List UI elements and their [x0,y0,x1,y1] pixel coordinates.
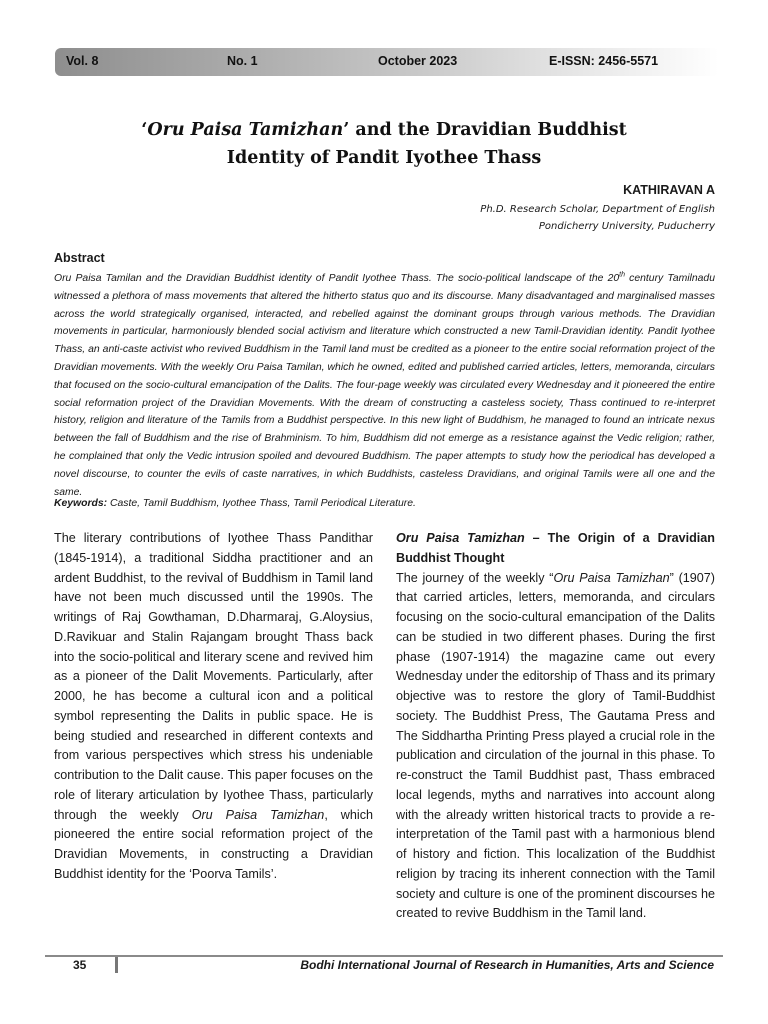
body-column-left [54,529,373,885]
paragraph-text: The journey of the weekly “ [396,570,554,585]
page-number: 35 [73,958,87,972]
paragraph-italic: Oru Paisa Tamizhan [553,570,670,585]
paragraph-text: , which pioneered the entire social reformation project of the Dravidian Movements, in constructing a Dravidian Buddhist identity for the ‘Poorva Tamils’. [54,807,373,881]
running-header [55,48,719,76]
keywords-label: Keywords: [54,498,108,509]
body-paragraph [54,529,373,885]
keywords-list: Caste, Tamil Buddhism, Iyothee Thass, Tamil Periodical Literature. [107,498,416,509]
footer-divider [45,955,723,957]
paragraph-italic: Oru Paisa Tamizhan [191,807,325,822]
abstract-superscript: th [619,271,625,279]
footer-tick [115,957,118,973]
abstract-text [54,270,715,501]
section-heading-italic: Oru Paisa Tamizhan [396,531,525,545]
abstract-part2: century Tamilnadu witnessed a plethora of mass movements that altered the hitherto status quo and its discourse. Many disadvantaged and marginalised masses across the world strategically organised, interacted, and rebelled against the dominant groups through various methods. The Dravidian movements in particular, harmoniously blended social activism and literature which constructed a new Tamil-Dravidian identity. Pandit Iyothee Thass, an anti-caste activist who revived Buddhism in the Tamil land must be credited as a pioneer to the entire social reformation project of the Dravidian movements. With the weekly Oru Paisa Tamilan, which he owned, edited and published carried articles, letters, memoranda, circulars that focused on the socio-cultural emancipation of the Dalits. The four-page weekly was circulated every Wednesday and it pioneered the entire social reformation project of the Dravidian Movements. With the dream of constructing a casteless society, Thass continued to re-interpret history, religion and literature of the Tamils from a Buddhist perspective. In this new light of Buddhism, he managed to found an intricate nexus between the fall of Buddhism and the rise of Brahminism. To him, Buddhism did not emerge as a resistance against the Vedic religion; rather, he complained that only the Vedic intrusion spoiled and devoured Buddhism. The paper attempts to study how the periodical has developed a novel discourse, to counter the evils of caste narratives, in which Buddhists, casteless Dravidians, and original Tamils were all one and the same. [54,273,715,498]
keywords [54,497,715,511]
issue-number: No. 1 [227,54,258,68]
title-line1-rest: ’ and the Dravidian Buddhist [343,120,627,140]
section-heading [396,529,715,569]
paragraph-text: The literary contributions of Iyothee Thass Pandithar (1845-1914), a traditional Siddha practitioner and an ardent Buddhist, to the revival of Buddhism in Tamil land have not been much discussed until the 1990s. The writings of Raj Gowthaman, D.Dharmaraj, G.Aloysius, D.Ravikuar and Stalin Rajangam brought Thass back into the socio-political and literary scene and revived him as a pioneer of the Dalit Movements. Particularly, after 2000, he has become a cultural icon and a political symbol representing the Dalits in public space. He is being studied and researched in different contexts and from various perspectives which stress his undeniable contribution to the Dalit cause. This paper focuses on the role of literary articulation by Iyothee Thass, particularly through the weekly [54,531,373,822]
paragraph-text: ” (1907) that carried articles, letters, memoranda, and circulars focusing on the socio-cultural emancipation of the Dalits can be studied in two different phases. During the first phase (1907-1914) the magazine came out every Wednesday under the editorship of Thass and its primary objective was to restore the glory of Tamil-Buddhist society. The Buddhist Press, The Gautama Press and The Siddhartha Printing Press played a crucial role in the publication and circulation of the journal in this phase. To re-construct the Tamil Buddhist past, Thass embraced local legends, myths and narratives into account along with the already written historical tracts to provide a re-interpretation of the Tamil past with a harmonious blend of history and fiction. This localization of the Buddhist religion by tracing its inherent connection with the Tamil society and culture is one of the prominent discourses he created to revive Buddhism in the Tamil land. [396,570,715,921]
abstract-heading: Abstract [54,251,105,265]
body-paragraph [396,569,715,925]
title-italic: Oru Paisa Tamizhan [147,120,344,140]
volume-label: Vol. 8 [66,54,99,68]
author-affiliation-2: Pondicherry University, Puducherry [538,221,715,232]
body-column-right [396,529,715,924]
title-line2: Identity of Pandit Iyothee Thass [226,148,542,168]
section-heading-rest: – The Origin of a Dravidian Buddhist Thought [396,531,715,565]
abstract-part1: Oru Paisa Tamilan and the Dravidian Buddhist identity of Pandit Iyothee Thass. The socio-political landscape of the 20 [54,273,620,284]
article-title [60,116,708,172]
author-name: KATHIRAVAN A [623,183,715,197]
author-affiliation-1: Ph.D. Research Scholar, Department of English [480,204,715,215]
issue-date: October 2023 [378,54,458,68]
issn-label: E-ISSN: 2456-5571 [549,54,659,68]
journal-name: Bodhi International Journal of Research in Humanities, Arts and Science [300,958,714,972]
title-quote: ‘ [141,120,148,140]
